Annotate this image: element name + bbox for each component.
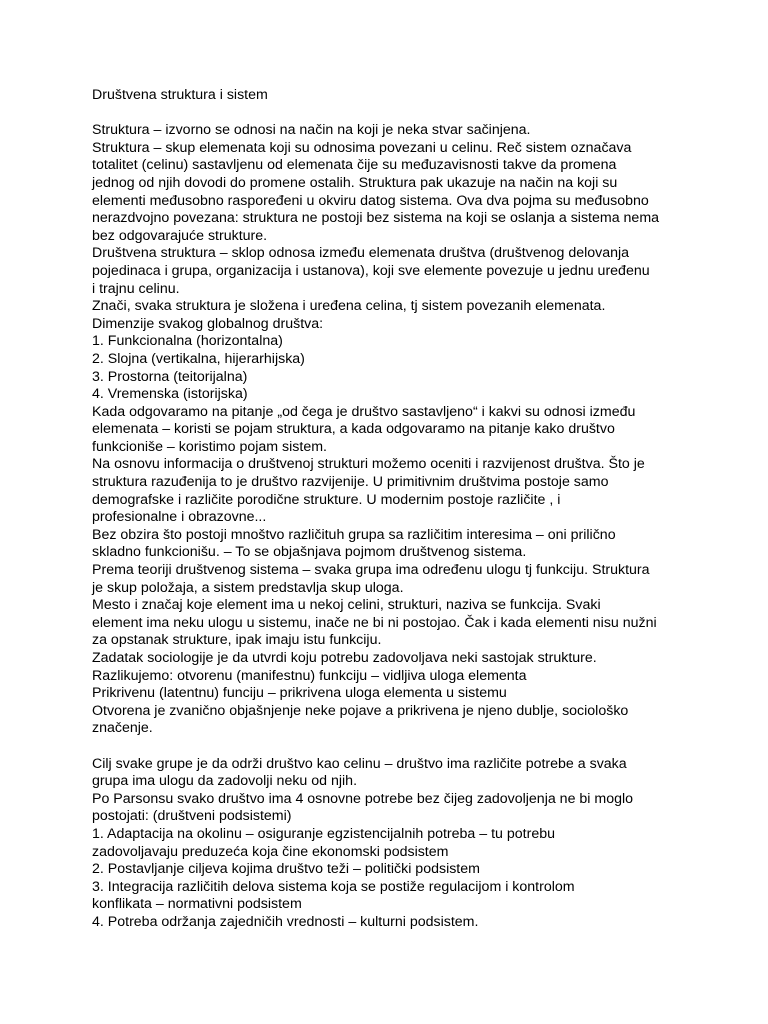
list-item: 1. Adaptacija na okolinu – osiguranje egzistencijalnih potreba – tu potrebu <box>92 825 555 842</box>
blank-line <box>92 105 688 123</box>
text-line: elemenata – koristi se pojam struktura, a kada odgovaramo na pitanje kako društvo <box>92 421 615 438</box>
text-line: Razlikujemo: otvorenu (manifestnu) funkciju – vidljiva uloga elementa <box>92 667 527 684</box>
text-line: Bez obzira što postoji mnoštvo različituh grupa sa različitim interesima – oni prilično <box>92 526 616 543</box>
text-line: Na osnovu informacija o društvenoj strukturi možemo oceniti i razvijenost društva. Što je <box>92 456 645 473</box>
text-line: zadovoljavaju preduzeća koja čine ekonomski podsistem <box>92 843 449 860</box>
text-line: nerazdvojno povezana: struktura ne postoji bez sistema na koji se oslanja a sistema nema <box>92 210 660 227</box>
text-line: Po Parsonsu svako društvo ima 4 osnovne potrebe bez čijeg zadovoljenja ne bi moglo <box>92 790 634 807</box>
paragraph-block-1 <box>92 122 688 738</box>
text-line: postojati: (društveni podsistemi) <box>92 808 292 825</box>
list-item: 4. Vremenska (istorijska) <box>92 386 248 403</box>
list-item: 3. Integracija različitih delova sistema koja se postiže regulacijom i kontrolom <box>92 878 575 895</box>
list-item: 1. Funkcionalna (horizontalna) <box>92 333 283 350</box>
text-line: demografske i različite porodične strukture. U modernim postoje različite , i <box>92 491 561 508</box>
text-line: je skup položaja, a sistem predstavlja skup uloga. <box>92 579 404 596</box>
text-line: i trajnu celinu. <box>92 280 180 297</box>
text-line: funkcioniše – koristimo pojam sistem. <box>92 438 327 455</box>
text-line: grupa ima ulogu da zadovolji neku od njih. <box>92 773 358 790</box>
text-line: konflikata – normativni podsistem <box>92 896 302 913</box>
text-line: Prikrivenu (latentnu) funciju – prikrivena uloga elementa u sistemu <box>92 685 507 702</box>
text-line: Prema teoriji društvenog sistema – svaka grupa ima određenu ulogu tj funkciju. Struktura <box>92 562 650 579</box>
paragraph-block-2 <box>92 756 688 932</box>
text-line: Mesto i značaj koje element ima u nekoj celini, strukturi, naziva se funkcija. Svaki <box>92 597 601 614</box>
text-line: skladno funkcionišu. – To se objašnjava pojmom društvenog sistema. <box>92 544 527 561</box>
text-line: Cilj svake grupe je da održi društvo kao celinu – društvo ima različite potrebe a svaka <box>92 755 627 772</box>
text-line: značenje. <box>92 720 153 737</box>
text-line: elementi međusobno raspoređeni u okviru datog sistema. Ova dva pojma su međusobno <box>92 192 649 209</box>
text-line: struktura razuđenija to je društvo razvijenije. U primitivnim društvima postoje samo <box>92 474 609 491</box>
text-line: Znači, svaka struktura je složena i uređena celina, tj sistem povezanih elemenata. <box>92 298 606 315</box>
text-line: totalitet (celinu) sastavljenu od elemenata čije su međuzavisnosti takve da promena <box>92 157 617 174</box>
list-item: 4. Potreba održanja zajedničih vrednosti – kulturni podsistem. <box>92 913 479 930</box>
text-line: Društvena struktura – sklop odnosa između elemenata društva (društvenog delovanja <box>92 245 630 262</box>
text-line: Otvorena je zvanično objašnjenje neke pojave a prikrivena je njeno dublje, sociološko <box>92 702 629 719</box>
text-line: element ima neku ulogu u sistemu, inače ne bi ni postojao. Čak i kada elementi nisu nužni <box>92 614 657 631</box>
text-line: Zadatak sociologije je da utvrdi koju potrebu zadovoljava neki sastojak strukture. <box>92 650 597 666</box>
text-line: profesionalne i obrazovne... <box>92 509 267 526</box>
text-line: za opstanak strukture, ipak imaju istu funkciju. <box>92 632 382 649</box>
document-title: Društvena struktura i sistem <box>92 87 268 103</box>
list-item: 3. Prostorna (teitorijalna) <box>92 368 248 385</box>
text-line: pojedinaca i grupa, organizacija i ustanova), koji sve elemente povezuje u jednu uređenu <box>92 262 650 279</box>
text-line: jednog od njih dovodi do promene ostalih. Struktura pak ukazuje na način na koji su <box>92 174 618 191</box>
text-line: Struktura – izvorno se odnosi na način na koji je neka stvar sačinjena. <box>92 122 531 139</box>
text-line: Dimenzije svakog globalnog društva: <box>92 315 324 332</box>
text-line: Kada odgovaramo na pitanje „od čega je društvo sastavljeno“ i kakvi su odnosi između <box>92 403 636 420</box>
list-item: 2. Slojna (vertikalna, hijerarhijska) <box>92 350 305 367</box>
list-item: 2. Postavljanje ciljeva kojima društvo teži – politički podsistem <box>92 861 480 878</box>
text-line: bez odgovarajuće strukture. <box>92 227 268 244</box>
blank-line <box>92 738 688 756</box>
text-line: Struktura – skup elemenata koji su odnosima povezani u celinu. Reč sistem označava <box>92 139 632 156</box>
